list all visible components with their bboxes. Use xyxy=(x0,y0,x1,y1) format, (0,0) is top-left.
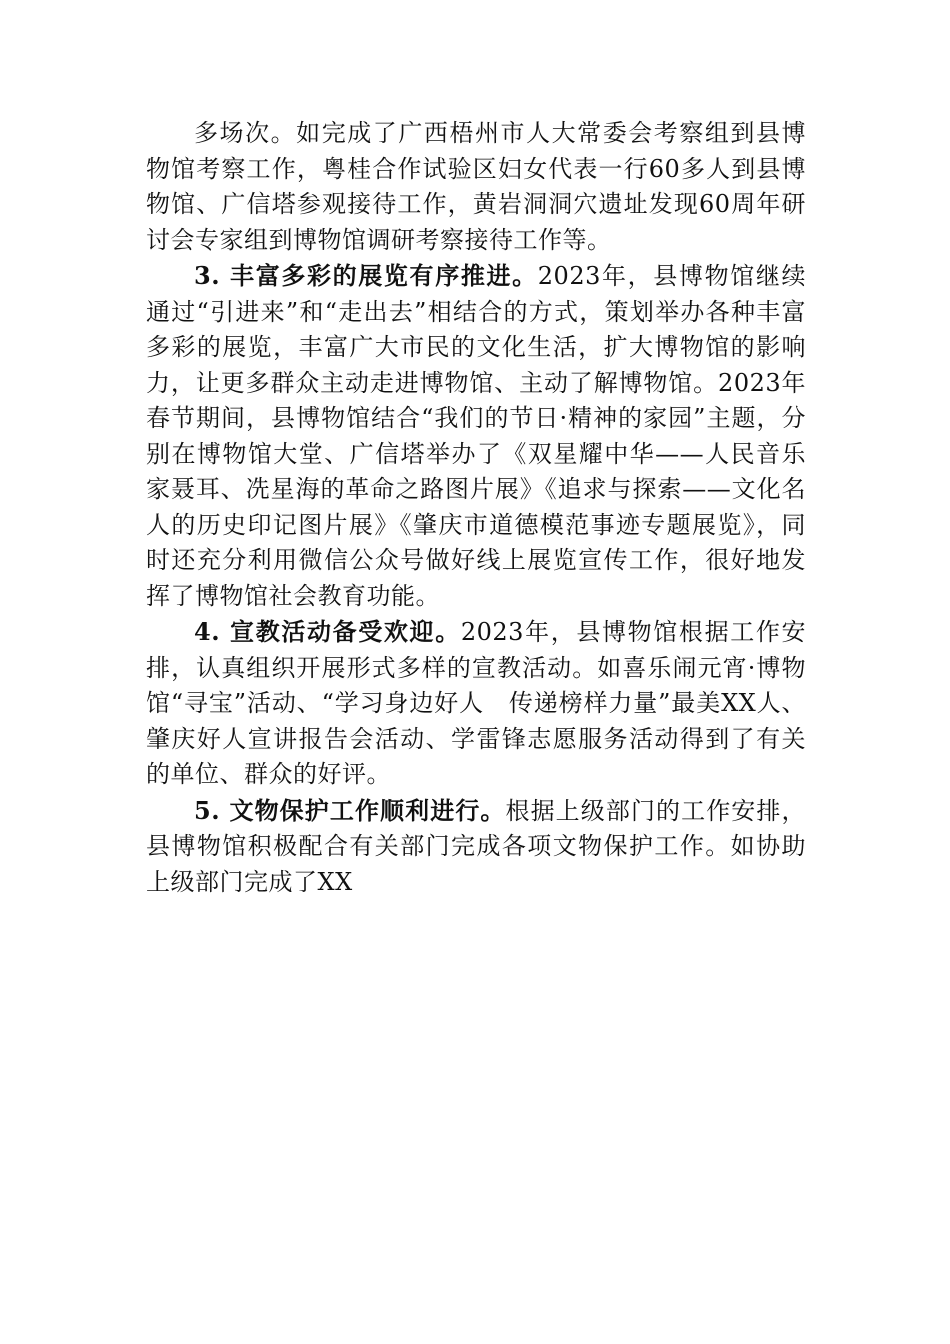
section-heading: 5. 文物保护工作顺利进行。 xyxy=(194,795,506,825)
paragraph-continuation xyxy=(146,116,806,258)
section-heading: 4. 宣教活动备受欢迎。 xyxy=(194,617,461,646)
document-page xyxy=(146,116,806,900)
paragraph-education xyxy=(146,614,806,793)
paragraph-text: 根据上级部门的工作安排，县博物馆积极配合有关部门完成各项文物保护工作。如协助上级部门完成了XX xyxy=(146,796,806,896)
paragraph-text: 2023年，县博物馆继续通过“引进来”和“走出去”相结合的方式，策划举办各种丰富多彩的展览，丰富广大市民的文化生活，扩大博物馆的影响力，让更多群众主动走进博物馆、主动了解博物馆。2023年春节期间，县博物馆结合“我们的节日·精神的家园”主题，分别在博物馆大堂、广信塔举办了《双星耀中华——人民音乐家聂耳、冼星海的革命之路图片展》《追求与探索——文化名人的历史印记图片展》《肇庆市道德模范事迹专题展览》，同时还充分利用微信公众号做好线上展览宣传工作，很好地发挥了博物馆社会教育功能。 xyxy=(146,262,807,610)
paragraph-relic-protection xyxy=(146,793,806,901)
paragraph-exhibitions xyxy=(146,258,806,614)
section-heading: 3. 丰富多彩的展览有序推进。 xyxy=(194,261,538,290)
paragraph-text: 2023年，县博物馆根据工作安排，认真组织开展形式多样的宣教活动。如喜乐闹元宵·博物馆“寻宝”活动、“学习身边好人 传递榜样力量”最美XX人、肇庆好人宣讲报告会活动、学雷锋志愿服务活动得到了有关的单位、群众的好评。 xyxy=(146,618,806,788)
paragraph-text: 多场次。如完成了广西梧州市人大常委会考察组到县博物馆考察工作，粤桂合作试验区妇女代表一行60多人到县博物馆、广信塔参观接待工作，黄岩洞洞穴遗址发现60周年研讨会专家组到博物馆调研考察接待工作等。 xyxy=(146,119,806,254)
